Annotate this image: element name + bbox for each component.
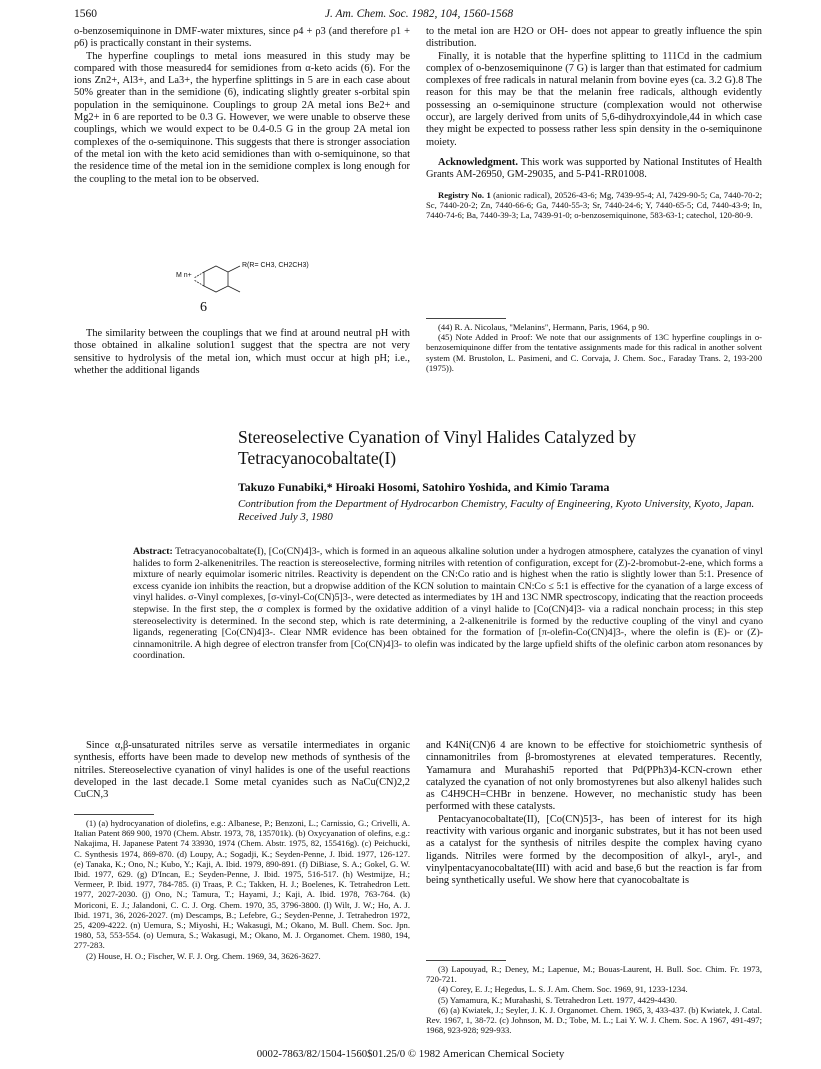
acknowledgment — [426, 157, 762, 182]
paragraph: to the metal ion are H2O or OH- does not appear to greatly influence the spin distribution. — [426, 26, 762, 50]
paragraph: Since α,β-unsaturated nitriles serve as versatile intermediates in organic synthesis, efforts have been made to develop new methods of synthesis of the nitriles. Stereoselective cyanation of vinyl halides is one of the useful reactions developed in the last decade.1 Some metal cyanides such as NaCu(CN)2,2 CuCN,3 — [74, 740, 410, 801]
left-column-mid — [74, 328, 410, 377]
abstract-label: Abstract: — [133, 546, 173, 557]
paragraph: o-benzosemiquinone in DMF-water mixtures, since ρ4 + ρ3 (and therefore ρ1 + ρ6) is practically constant in their systems. — [74, 26, 410, 50]
page-number: 1560 — [74, 8, 97, 20]
registry-numbers — [426, 190, 762, 221]
authors: Takuzo Funabiki,* Hiroaki Hosomi, Satohiro Yoshida, and Kimio Tarama — [238, 480, 610, 494]
right-footnotes — [426, 322, 762, 373]
right-column-top — [426, 26, 762, 220]
article-title: Stereoselective Cyanation of Vinyl Halides Catalyzed by Tetracyanocobaltate(I) — [238, 427, 637, 468]
left-column-top — [74, 26, 410, 186]
paragraph: and K4Ni(CN)6 4 are known to be effective for stoichiometric synthesis of cinnamonitriles from β-bromostyrenes at elevated temperatures. Recently, Yamamura and Murahashi5 reported that Pd(PPh3)4-KCN-crown ether catalyzed the cyanation of not only bromostyrenes but also alkenyl halides such as C4H9CH=CHBr in benzene. However, no mechanistic study has been performed with these catalysts. — [426, 740, 762, 813]
right-footnotes-2 — [426, 964, 762, 1035]
footnote: (5) Yamamura, K.; Murahashi, S. Tetrahedron Lett. 1977, 4429-4430. — [438, 994, 677, 1005]
abstract — [133, 546, 763, 662]
registry-text: (anionic radical), 20526-43-6; Mg, 7439-95-4; Al, 7429-90-5; Ca, 7440-70-2; Sc, 7440-20-2; Zn, 7440-66-6; Ga, 7440-55-3; Sr, 7440-24-6; Y, 7440-65-5; Cd, 7440-43-9; In, 7440-74-6; Ba, 7440-39-3; La, 7439-91-0; o-benzosemiquinone, 583-63-1; catechol, 120-80-9. — [426, 189, 762, 220]
paragraph: Pentacyanocobaltate(II), [Co(CN)5]3-, has been of interest for its high reactivity with various organic and inorganic substrates, but it has not been used as a catalyst for the synthesis of nitriles despite the complex having cyano ligands. Nitriles were formed by the decomposition of alkyl-, aryl-, and vinylpentacyanocobaltate(III) with acid and base,6 but the reaction is far from being synthetically useful. We show here that cyanocobaltate is — [426, 813, 762, 887]
structure-6-substituent: R(R= CH3, CH2CH3) — [242, 262, 309, 269]
footnote-rule — [74, 814, 154, 815]
acknowledgment-label: Acknowledgment. — [438, 156, 518, 168]
paragraph: The similarity between the couplings that we find at around neutral pH with those obtained in alkaline solution1 suggest that the spectra are not very sensitive to hydrolysis of the metal ion, which must occur at high pH; i.e., whether the additional ligands — [74, 328, 410, 376]
page-footer: 0002-7863/82/1504-1560$01.25/0 © 1982 American Chemical Society — [256, 1048, 565, 1060]
affiliation: Contribution from the Department of Hydrocarbon Chemistry, Faculty of Engineering, Kyoto University, Kyoto, Japan. Received July 3, 1980 — [238, 498, 755, 523]
structure-6-metal: M n+ — [176, 272, 192, 279]
footnote: (3) Lapouyad, R.; Deney, M.; Lapenue, M.; Bouas-Laurent, H. Bull. Soc. Chim. Fr. 1973, 720-721. — [426, 964, 762, 985]
acknowledgment-text: This work was supported by National Institutes of Health Grants AM-26950, GM-29035, and 5-P41-RR01008. — [426, 156, 762, 181]
paragraph: Finally, it is notable that the hyperfine splitting to 111Cd in the cadmium complex of o-benzosemiquinone (7 G) is larger than that estimated for cadmium complexes of free radicals in natural melanin from bovine eyes (ca. 3.2 G).8 The reason for this may be that the melanin free radicals, although evidently possessing an o-semiquinone structure (complexation would not otherwise occur), are largely derived from units of 5,6-dihydroxyindole,44 in which case they might be expected to possess rather less spin density in the o-semiquinone moiety. — [426, 50, 762, 148]
abstract-text: Tetracyanocobaltate(I), [Co(CN)4]3-, which is formed in an aqueous alkaline solution under a hydrogen atmosphere, catalyzes the cyanation of vinyl halides to form 2-alkenenitriles. The reaction is stereoselective, forming nitriles with retention of configuration, except for (Z)-2-bromobut-2-ene, which forms a mixture of nearly equimolar isomeric nitriles. Reactivity is dependent on the CN:Co ratio and is highest when the ratio is slightly lower than 5:1. Presence of excess cyanide ion inhibits the reaction, but a dropwise addition of the KCN solution to maintain CN:Co ≤ 5:1 is effective for the cyanation of a large excess of vinyl halides. σ-Vinyl complexes, [σ-vinyl-Co(CN)5]3-, were detected as intermediates by 1H and 13C NMR spectroscopy, indicating that the reaction proceeds stepwise. In the first step, the σ complex is formed by the oxidative addition of a vinyl halide to [Co(CN)4]3- via a radical nonchain process; in this step stereoselectivity is determined. In the second step, which is rate determining, a 2-alkenenitrile is formed by the reductive coupling of the vinyl and cyano ligands, regenerating [Co(CN)4]3-. Clear NMR evidence has been obtained for the formation of [π-olefin-Co(CN)4]3-, where the olefin is (E)- or (Z)-cinnamonitrile. A high degree of electron transfer from [Co(CN)4]3- to olefin was indicated by the large upfield shifts of the olefinic carbon atom resonances by coordination. — [133, 546, 763, 662]
footnote: (45) Note Added in Proof: We note that our assignments of 13C hyperfine couplings in o-benzosemiquinone differ from the tentative assignments made for this radical in another solvent system (M. Brustolon, L. Pasimeni, and C. Corvaja, J. Chem. Soc., Faraday Trans. 2, 193-200 (1975)). — [426, 332, 762, 373]
left-footnotes — [74, 818, 410, 961]
footnote: (44) R. A. Nicolaus, "Melanins", Hermann, Paris, 1964, p 90. — [438, 322, 650, 332]
structure-6-label: 6 — [200, 300, 207, 315]
journal-citation: J. Am. Chem. Soc. 1982, 104, 1560-1568 — [324, 8, 514, 20]
footnote: (4) Corey, E. J.; Hegedus, L. S. J. Am. Chem. Soc. 1969, 91, 1233-1234. — [438, 984, 688, 995]
paragraph: The hyperfine couplings to metal ions measured in this study may be compared with those measured4 for semidiones from α-keto acids (6). For the ions Zn2+, Al3+, and La3+, the hyperfine splittings in 5 are in each case about 50% greater than in the semidione (6), indicating slightly greater s-orbital spin population in the semiquinone. Couplings to group 2A metal ions Be2+ and Mg2+ in 6 are reported to be 0.3 G. However, we were unable to observe these couplings, which we would expect to be 0.4-0.5 G in the group 2A metal ion complexes of the o-semiquinone. This suggests that there is stronger association of the metal ion with the keto acid semidiones than with o-semiquinone, so that the residence time of the metal ion in the semidione complex is long enough for the coupling to the metal ion to be observed. — [74, 50, 410, 185]
body-left — [74, 740, 410, 801]
footnote-rule — [426, 318, 506, 319]
body-right — [426, 740, 762, 888]
footnote-rule — [426, 960, 506, 961]
footnote: (2) House, H. O.; Fischer, W. F. J. Org. Chem. 1969, 34, 3626-3627. — [86, 950, 321, 961]
footnote: (6) (a) Kwiatek, J.; Seyler, J. K. J. Organomet. Chem. 1965, 3, 433-437. (b) Kwiatek, J. Catal. Rev. 1967, 1, 38-72. (c) Johnson, M. D.; Tobe, M. L.; Lai Y. W. J. Chem. Soc. A 1967, 491-497; 1968, 923-928; 929-933. — [426, 1004, 762, 1036]
registry-label: Registry No. 1 — [438, 189, 491, 200]
footnote: (1) (a) hydrocyanation of diolefins, e.g.: Albanese, P.; Benzoni, L.; Carnissio, G.; Crivelli, A. Italian Patent 869 900, 1970 (Chem. Abstr. 1973, 78, 135701k). (b) Oxycyanation of olefins, e.g.: Nakajima, H. Japanese Patent 74 33930, 1974 (Chem. Abstr. 1975, 82, 155416g). (c) Peichucki, C. Synthesis 1974, 869-870. (d) Loupy, A.; Sogadji, K.; Seyden-Penne, J. Ibid. 1977, 126-127. (e) Tanaka, K.; Ono, N.; Kubo, Y.; Kaji, A. Ibid. 1979, 890-891. (f) DiBiase, S. A.; Gokel, G. W. Ibid. 1977, 629. (g) D'Incan, E.; Seyden-Penne, J. Ibid. 1975, 516-517. (h) Westmijze, H.; Vermeer, P. Ibid. 1977, 784-785. (i) Traas, P. C.; Takken, H. J.; Boelenes, K. Tetrahedron Lett. 1977, 2027-2030. (j) Ono, N.; Tamura, T.; Hayami, J.; Kaji, A. Ibid. 1978, 763-764. (k) Moriconi, E. J.; Jalandoni, C. C. J. Org. Chem. 1970, 35, 3796-3800. (l) Wilt, J. W.; Ho, A. J. Ibid. 1971, 36, 2026-2027. (m) Descamps, B.; Lefebre, G.; Seyden-Penne, J. Tetrahedron 1972, 25, 4209-4222. (n) Uemura, S.; Miyoshi, H.; Wakasugi, M.; Okano, M. Bull. Chem. Soc. Jpn. 1980, 53, 553-554. (o) Uemura, S.; Wakasugi, M.; Okano, M. J. Organomet. Chem. 1980, 194, 277-283. — [74, 818, 410, 951]
